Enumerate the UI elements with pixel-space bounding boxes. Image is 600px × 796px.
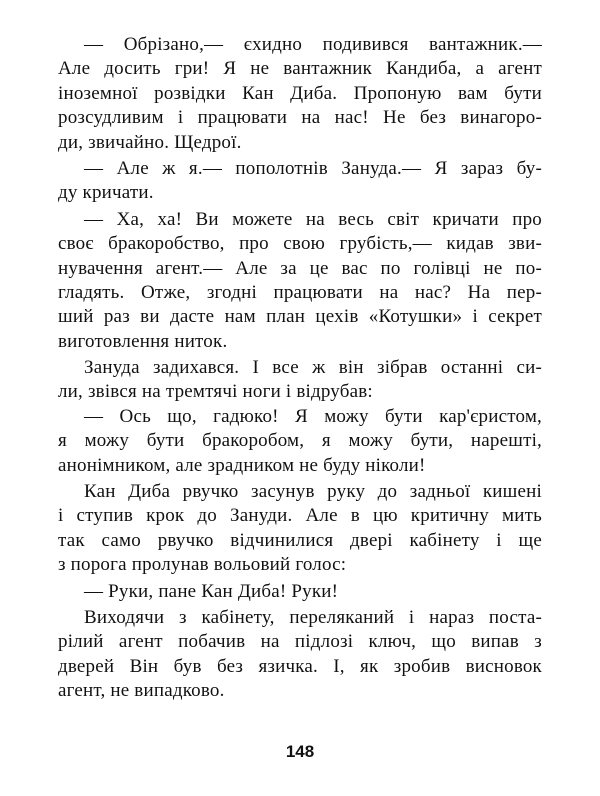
text-line: — Обрізано,— єхидно подивився вантажник.— (84, 34, 542, 55)
text-line: з порога пролунав вольовий голос: (58, 554, 347, 576)
text-line: Кан Диба рвучко засунув руку до задньої кишені (84, 481, 542, 503)
text-line: іноземної розвідки Кан Диба. Пропоную вам бути (58, 82, 542, 104)
text-line: своє бракоробство, про свою грубість,— кидав зви- (58, 233, 542, 255)
body-text (58, 33, 542, 704)
text-line: дверей Він був без язичка. І, як зробив висновок (58, 655, 542, 677)
text-line: Виходячи з кабінету, переляканий і нараз поста- (84, 606, 542, 628)
text-line: агент, не випадково. (58, 680, 225, 702)
text-line: рілий агент побачив на підлозі ключ, що випав з (58, 631, 542, 653)
text-line: Але досить гри! Я не вантажник Кандиба, а агент (58, 58, 542, 80)
text-line: розсудливим і працювати на нас! Не без винагоро- (58, 107, 542, 129)
text-line: і ступив крок до Зануди. Але в цю критичну мить (58, 505, 542, 527)
page-number: 148 (285, 742, 315, 761)
text-line: ший раз ви дасте нам план цехів «Котушки» і секрет (58, 306, 542, 328)
text-line: нувачення агент.— Але за це вас по голівці не по- (58, 257, 542, 279)
text-line: Зануда задихався. І все ж він зібрав останні си- (84, 357, 542, 379)
text-line: так само рвучко відчинилися двері кабінету і ще (58, 529, 542, 551)
text-line: — Ха, ха! Ви можете на весь світ кричати про (84, 208, 542, 230)
text-line: ли, звівся на тремтячі ноги і відрубав: (58, 381, 373, 403)
text-line: — Але ж я.— пополотнів Зануда.— Я зараз бу- (84, 157, 542, 179)
text-line: — Ось що, гадюко! Я можу бути кар'єристом, (84, 405, 542, 427)
text-line: гладять. Отже, згодні працювати на нас? На пер- (58, 281, 542, 303)
text-line: виготовлення ниток. (58, 330, 228, 352)
text-line: анонімником, але зрадником не буду ніколи! (58, 454, 426, 476)
text-line: ди, звичайно. Щедрої. (58, 131, 242, 153)
text-line: — Руки, пане Кан Диба! Руки! (84, 580, 339, 602)
text-line: ду кричати. (58, 182, 154, 204)
text-line: я можу бути бракоробом, я можу бути, нарешті, (58, 430, 542, 452)
